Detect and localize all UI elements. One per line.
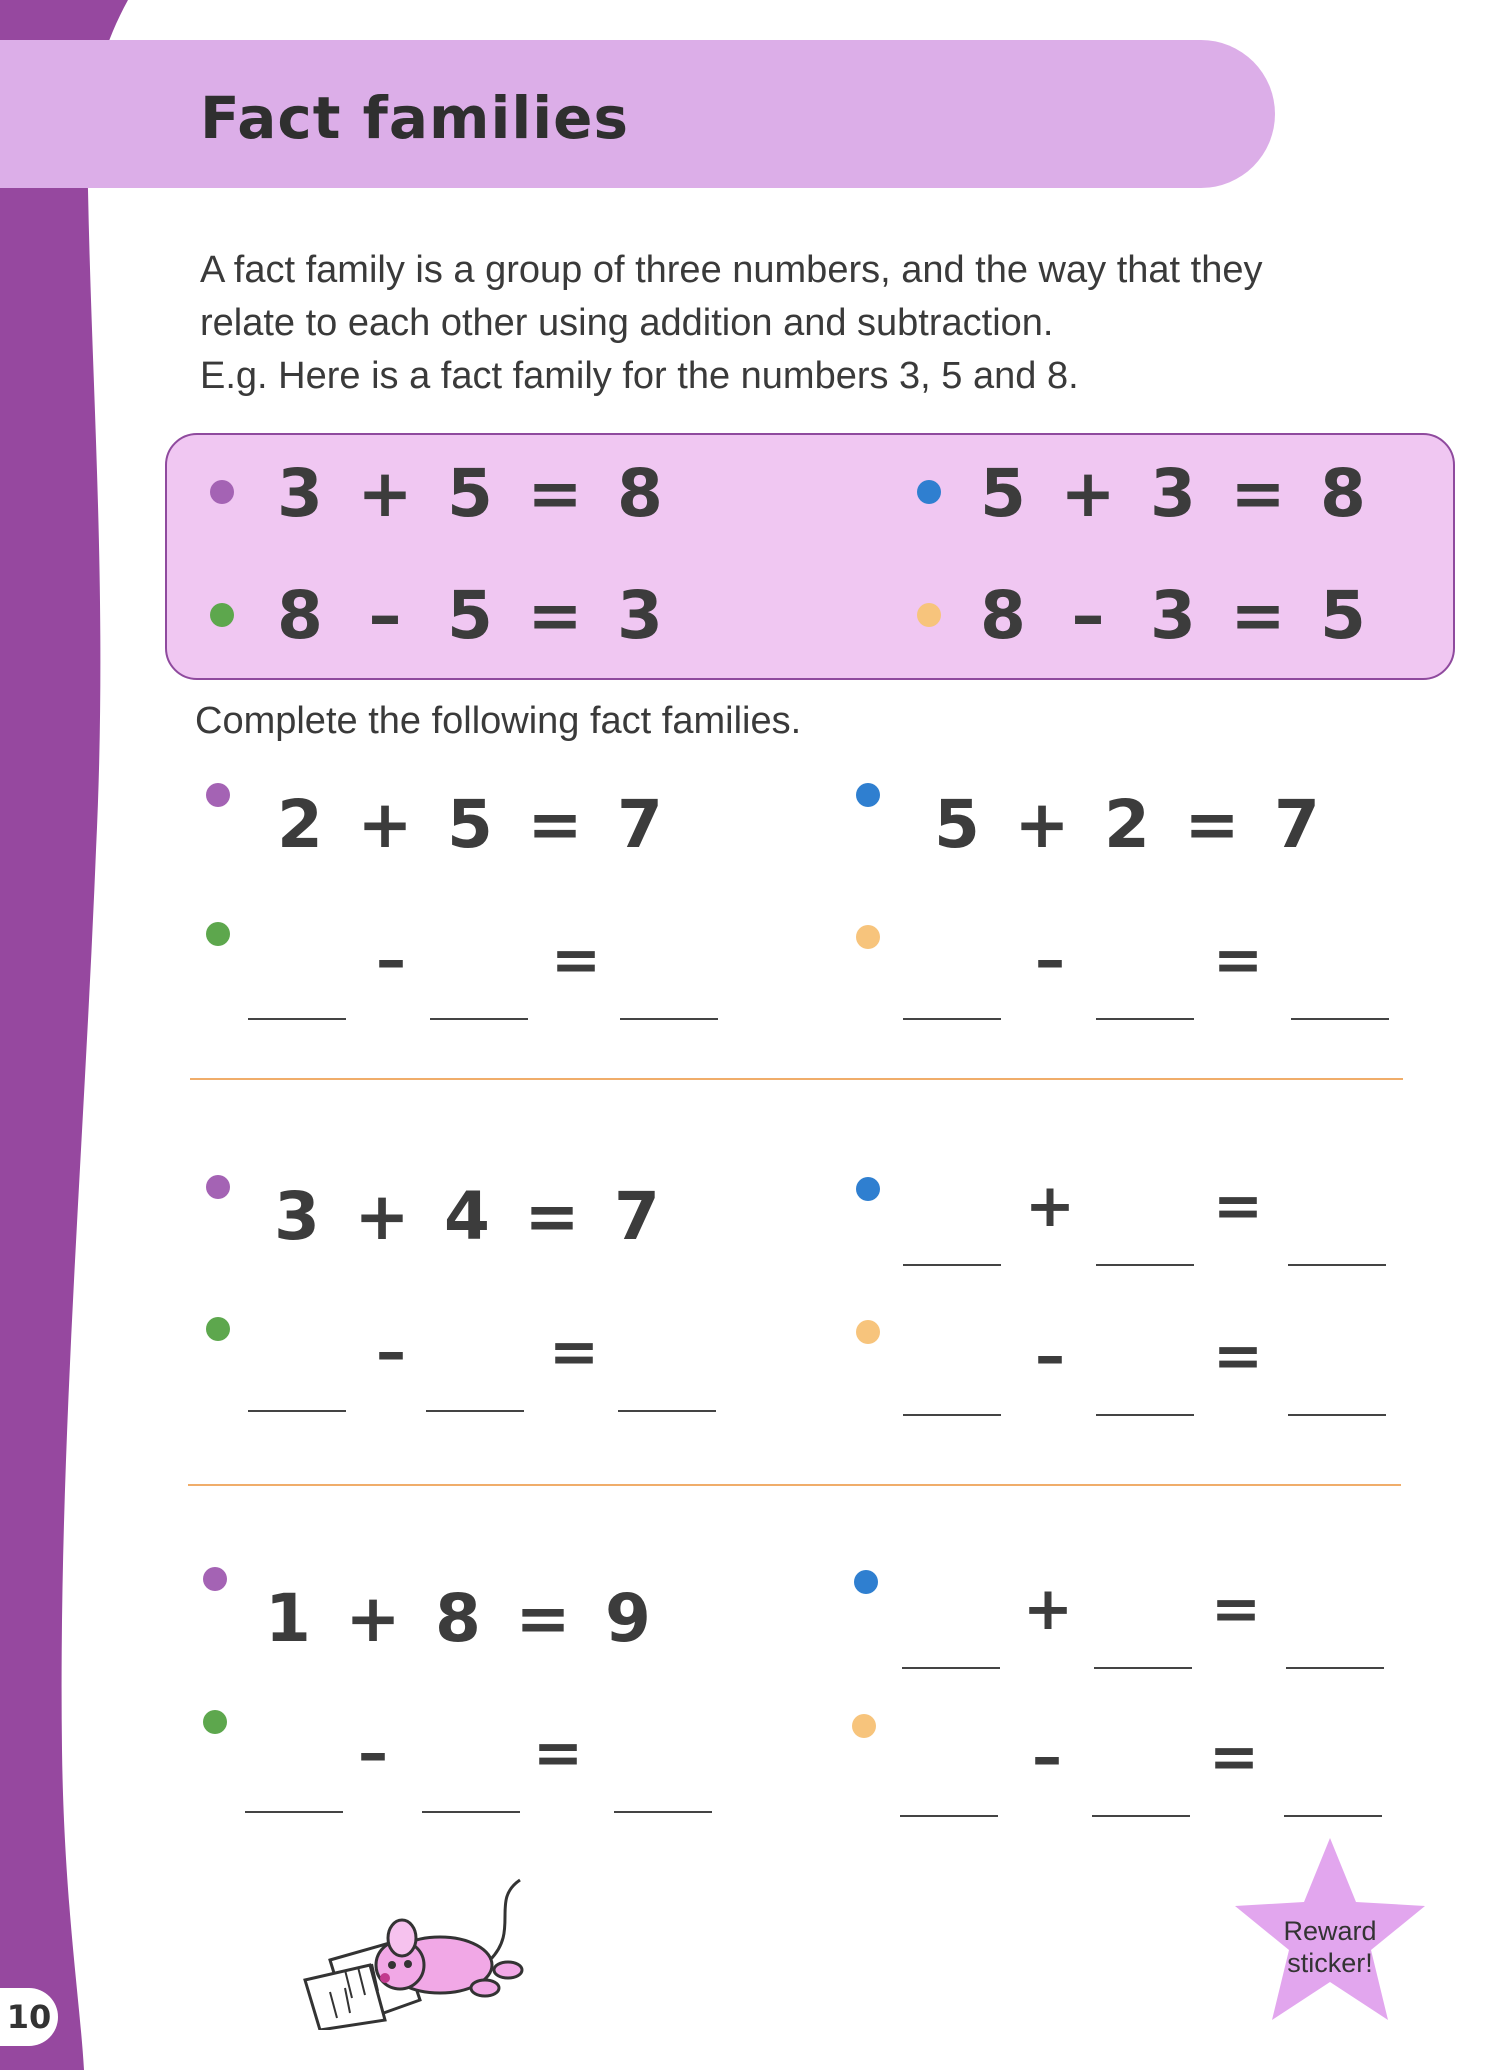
equals-sign: = bbox=[1212, 1321, 1264, 1391]
num: 3 bbox=[274, 1178, 320, 1255]
operator: + bbox=[357, 455, 413, 532]
answer-blank[interactable] bbox=[620, 1018, 718, 1020]
num: 5 bbox=[447, 455, 493, 532]
bullet-dot-icon bbox=[210, 480, 234, 504]
minus-sign: – bbox=[1032, 1722, 1062, 1792]
example-equation-4 bbox=[968, 577, 1378, 654]
intro-text bbox=[200, 244, 1380, 403]
example-equation-2 bbox=[968, 455, 1378, 532]
num: 5 bbox=[447, 577, 493, 654]
bullet-dot-icon bbox=[852, 1714, 876, 1738]
bullet-dot-icon bbox=[206, 1175, 230, 1199]
equals: = bbox=[527, 577, 583, 654]
answer-blank[interactable] bbox=[1291, 1018, 1389, 1020]
answer-blank[interactable] bbox=[1284, 1815, 1382, 1817]
answer-blank[interactable] bbox=[614, 1811, 712, 1813]
num: 5 bbox=[934, 786, 980, 863]
answer-blank[interactable] bbox=[248, 1018, 346, 1020]
equals-sign: = bbox=[548, 1317, 600, 1387]
bullet-dot-icon bbox=[206, 922, 230, 946]
section-divider bbox=[190, 1078, 1403, 1080]
equals-sign: = bbox=[1212, 925, 1264, 995]
answer-blank[interactable] bbox=[903, 1018, 1001, 1020]
title-bar bbox=[0, 40, 1275, 188]
answer-blank[interactable] bbox=[1096, 1414, 1194, 1416]
section-divider bbox=[188, 1484, 1401, 1486]
plus-sign: + bbox=[1022, 1574, 1074, 1644]
num: 3 bbox=[1150, 577, 1196, 654]
given-equation-4 bbox=[253, 1580, 663, 1657]
bullet-dot-icon bbox=[856, 925, 880, 949]
intro-line-3: E.g. Here is a fact family for the numbers 3, 5 and 8. bbox=[200, 355, 1079, 397]
equals: = bbox=[527, 786, 583, 863]
page-number: 10 bbox=[0, 1988, 58, 2046]
bullet-dot-icon bbox=[917, 480, 941, 504]
minus-sign: – bbox=[1035, 1321, 1065, 1391]
num: 7 bbox=[614, 1178, 660, 1255]
bullet-dot-icon bbox=[854, 1570, 878, 1594]
num: 3 bbox=[1150, 455, 1196, 532]
bullet-dot-icon bbox=[856, 783, 880, 807]
blank-subtraction-equation bbox=[248, 1317, 738, 1412]
given-equation-1 bbox=[265, 786, 675, 863]
answer-blank[interactable] bbox=[902, 1667, 1000, 1669]
num: 2 bbox=[277, 786, 323, 863]
blank-subtraction-equation bbox=[248, 925, 738, 1020]
plus-sign: + bbox=[1024, 1171, 1076, 1241]
num: 7 bbox=[617, 786, 663, 863]
answer-blank[interactable] bbox=[1288, 1264, 1386, 1266]
answer-blank[interactable] bbox=[903, 1414, 1001, 1416]
blank-subtraction-equation bbox=[903, 925, 1393, 1020]
minus-sign: – bbox=[1035, 925, 1065, 995]
equals-sign: = bbox=[1208, 1722, 1260, 1792]
num: 8 bbox=[1320, 455, 1366, 532]
num: 7 bbox=[1274, 786, 1320, 863]
answer-blank[interactable] bbox=[1096, 1264, 1194, 1266]
num: 9 bbox=[605, 1580, 651, 1657]
answer-blank[interactable] bbox=[430, 1018, 528, 1020]
num: 3 bbox=[277, 455, 323, 532]
instruction-text: Complete the following fact families. bbox=[195, 700, 802, 742]
num: 8 bbox=[277, 577, 323, 654]
answer-blank[interactable] bbox=[1096, 1018, 1194, 1020]
example-equation-1 bbox=[265, 455, 675, 532]
bullet-dot-icon bbox=[206, 783, 230, 807]
answer-blank[interactable] bbox=[1094, 1667, 1192, 1669]
equals-sign: = bbox=[1210, 1574, 1262, 1644]
sticker-line-2: sticker! bbox=[1287, 1948, 1373, 1978]
answer-blank[interactable] bbox=[245, 1811, 343, 1813]
mouse-reading-book-illustration bbox=[290, 1870, 560, 2030]
sticker-line-1: Reward bbox=[1283, 1916, 1377, 1946]
num: 8 bbox=[980, 577, 1026, 654]
num: 8 bbox=[617, 455, 663, 532]
equals: = bbox=[524, 1178, 580, 1255]
minus-sign: – bbox=[358, 1718, 388, 1788]
operator: + bbox=[354, 1178, 410, 1255]
equals: = bbox=[1230, 455, 1286, 532]
answer-blank[interactable] bbox=[1092, 1815, 1190, 1817]
minus-sign: – bbox=[376, 925, 406, 995]
answer-blank[interactable] bbox=[248, 1410, 346, 1412]
blank-addition-equation bbox=[902, 1574, 1392, 1669]
num: 5 bbox=[447, 786, 493, 863]
reward-sticker-label bbox=[1270, 1915, 1390, 1979]
num: 3 bbox=[617, 577, 663, 654]
bullet-dot-icon bbox=[206, 1317, 230, 1341]
bullet-dot-icon bbox=[917, 603, 941, 627]
minus-sign: – bbox=[376, 1317, 406, 1387]
bullet-dot-icon bbox=[856, 1320, 880, 1344]
operator: – bbox=[368, 577, 402, 654]
equals-sign: = bbox=[532, 1718, 584, 1788]
operator: + bbox=[345, 1580, 401, 1657]
page-title: Fact families bbox=[200, 84, 629, 152]
blank-subtraction-equation bbox=[903, 1321, 1393, 1416]
answer-blank[interactable] bbox=[422, 1811, 520, 1813]
operator: + bbox=[1014, 786, 1070, 863]
intro-line-1: A fact family is a group of three numbers, and the way that they bbox=[200, 249, 1263, 291]
bullet-dot-icon bbox=[203, 1710, 227, 1734]
num: 1 bbox=[265, 1580, 311, 1657]
operator: – bbox=[1071, 577, 1105, 654]
equals-sign: = bbox=[550, 925, 602, 995]
num: 4 bbox=[444, 1178, 490, 1255]
answer-blank[interactable] bbox=[1288, 1414, 1386, 1416]
equals: = bbox=[1184, 786, 1240, 863]
answer-blank[interactable] bbox=[1286, 1667, 1384, 1669]
intro-line-2: relate to each other using addition and subtraction. bbox=[200, 302, 1054, 344]
given-equation-2 bbox=[922, 786, 1332, 863]
bullet-dot-icon bbox=[210, 603, 234, 627]
blank-subtraction-equation bbox=[245, 1718, 735, 1813]
equals: = bbox=[1230, 577, 1286, 654]
example-equation-3 bbox=[265, 577, 675, 654]
equals: = bbox=[527, 455, 583, 532]
num: 8 bbox=[435, 1580, 481, 1657]
answer-blank[interactable] bbox=[900, 1815, 998, 1817]
num: 2 bbox=[1104, 786, 1150, 863]
given-equation-3 bbox=[262, 1178, 672, 1255]
equals: = bbox=[515, 1580, 571, 1657]
operator: + bbox=[1060, 455, 1116, 532]
operator: + bbox=[357, 786, 413, 863]
num: 5 bbox=[1320, 577, 1366, 654]
bullet-dot-icon bbox=[856, 1177, 880, 1201]
answer-blank[interactable] bbox=[903, 1264, 1001, 1266]
num: 5 bbox=[980, 455, 1026, 532]
answer-blank[interactable] bbox=[426, 1410, 524, 1412]
blank-subtraction-equation bbox=[900, 1722, 1390, 1817]
bullet-dot-icon bbox=[203, 1567, 227, 1591]
answer-blank[interactable] bbox=[618, 1410, 716, 1412]
equals-sign: = bbox=[1212, 1171, 1264, 1241]
side-band bbox=[0, 0, 140, 2070]
blank-addition-equation bbox=[903, 1171, 1393, 1266]
